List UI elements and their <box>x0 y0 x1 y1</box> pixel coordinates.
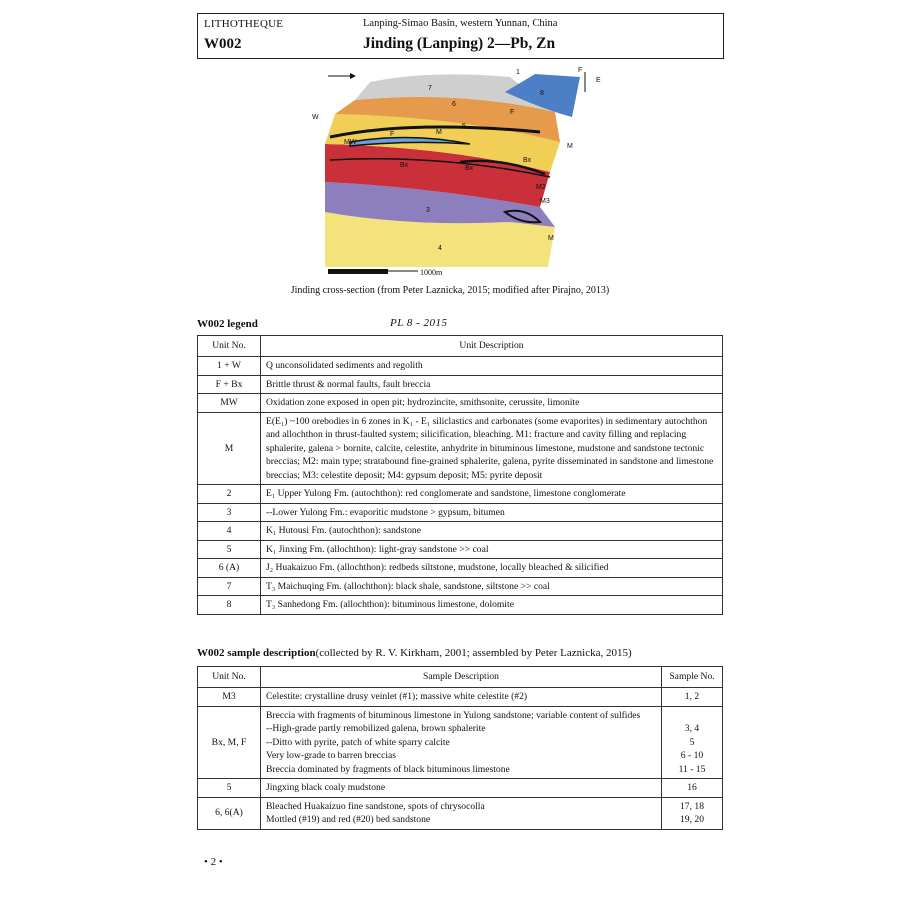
description-line: Breccia dominated by fragments of black bituminous limestone <box>266 763 510 775</box>
description-cell: Brittle thrust & normal faults, fault breccia <box>261 375 723 394</box>
table-row <box>198 485 723 504</box>
sample-number-cell <box>662 797 723 829</box>
sample-section-heading <box>197 647 632 659</box>
figure-label: F <box>510 109 515 116</box>
sample-table <box>197 666 723 830</box>
table-row <box>198 779 723 798</box>
unit-cell: 4 <box>198 522 261 541</box>
figure-label: F <box>390 131 395 138</box>
description-cell <box>261 797 662 829</box>
location-label: Lanping-Simao Basin, western Yunnan, China <box>363 18 558 29</box>
plate-code: PL 8 - 2015 <box>390 317 448 329</box>
description-line: Bleached Huakaizuo fine sandstone, spots of chrysocolla <box>266 800 485 812</box>
table-header-row <box>198 336 723 357</box>
table-row <box>198 688 723 707</box>
description-cell: --Lower Yulong Fm.: evaporitic mudstone > gypsum, bitumen <box>261 503 723 522</box>
description-cell: Jingxing black coaly mudstone <box>261 779 662 798</box>
sample-number: 3, 4 <box>684 723 700 734</box>
figure-label: 6 <box>452 101 456 108</box>
figure-label: E <box>596 77 601 84</box>
description-cell: T₃ Sanhedong Fm. (allochthon): bituminous limestone, dolomite <box>261 596 723 615</box>
unit-cell: 7 <box>198 577 261 596</box>
scale-bar <box>328 269 388 274</box>
legend-title: W002 legend <box>197 318 258 330</box>
description-cell: Q unconsolidated sediments and regolith <box>261 357 723 376</box>
figure-label: M <box>436 129 442 136</box>
unit-cell: 8 <box>198 596 261 615</box>
table-row <box>198 394 723 413</box>
column-header: Unit No. <box>198 667 261 688</box>
figure-label: M <box>567 143 573 150</box>
table-header-row <box>198 667 723 688</box>
table-row <box>198 577 723 596</box>
figure-label: MW <box>344 139 357 146</box>
description-cell: T₃ Maichuqing Fm. (allochthon): black shale, sandstone, siltstone >> coal <box>261 577 723 596</box>
legend-table <box>197 335 723 615</box>
scale-label: 1000m <box>420 268 443 277</box>
cross-section-figure <box>310 62 610 282</box>
description-cell: Oxidation zone exposed in open pit; hydrozincite, smithsonite, cerussite, limonite <box>261 394 723 413</box>
figure-caption: Jinding cross-section (from Peter Laznicka, 2015; modified after Pirajno, 2013) <box>290 285 610 296</box>
description-line: Very low-grade to barren breccias <box>266 750 396 761</box>
figure-label: 4 <box>438 245 442 252</box>
description-cell: J₂ Huakaizuo Fm. (allochthon): redbeds siltstone, mudstone, locally bleached & silicified <box>261 559 723 578</box>
table-row <box>198 706 723 779</box>
sample-number: 11 - 15 <box>678 763 706 775</box>
description-line: --Ditto with pyrite, patch of white sparry calcite <box>266 736 450 748</box>
description-cell: E₁ Upper Yulong Fm. (autochthon): red conglomerate and sandstone, limestone conglomerate <box>261 485 723 504</box>
sample-section-subtitle: (collected by R. V. Kirkham, 2001; assembled by Peter Laznicka, 2015) <box>315 647 632 659</box>
table-row <box>198 375 723 394</box>
column-header: Sample No. <box>662 667 723 688</box>
table-row <box>198 522 723 541</box>
sample-number-cell: 1, 2 <box>662 688 723 707</box>
unit-cell: 2 <box>198 485 261 504</box>
sample-number: 6 - 10 <box>680 750 704 761</box>
table-row <box>198 559 723 578</box>
column-header: Unit No. <box>198 336 261 357</box>
page-number: • 2 • <box>204 856 223 868</box>
figure-label: Bx <box>465 165 474 172</box>
unit-cell: 6 (A) <box>198 559 261 578</box>
unit-cell: 5 <box>198 540 261 559</box>
figure-label: 3 <box>426 207 430 214</box>
sample-code: W002 <box>204 36 242 52</box>
figure-label: W <box>312 114 319 121</box>
description-cell: K₁ Jinxing Fm. (allochthon): light-gray sandstone >> coal <box>261 540 723 559</box>
figure-label: M <box>548 235 554 242</box>
unit-cell: 6, 6(A) <box>198 797 261 829</box>
unit-cell: Bx, M, F <box>198 706 261 779</box>
table-row <box>198 503 723 522</box>
direction-arrow-head <box>350 73 356 79</box>
figure-label: 7 <box>428 85 432 92</box>
deposit-title: Jinding (Lanping) 2—Pb, Zn <box>363 35 556 52</box>
description-cell: E(E₁) ~100 orebodies in 6 zones in K₁ - E₁ siliclastics and carbonates (some evaporites) in sedimentary autochthon and allochthon in thrust-faulted system; silicification, bleaching. M1: fracture and cavity filling and replacing sphalerite, galena > bornite, calcite, celestite, anhydrite in bituminous limestone, mudstone and sandstone tectonic breccias; M2: main type; stratabound fine-grained sphalerite, galena, pyrite disseminated in sandstone and limestone breccias; M3: celestite deposit; M4: gypsum deposit; M5: pyrite deposit <box>261 412 723 485</box>
description-line: Mottled (#19) and red (#20) bed sandstone <box>266 814 431 825</box>
table-row <box>198 540 723 559</box>
sample-number: 5 <box>689 736 695 748</box>
figure-label: 5 <box>462 123 466 130</box>
figure-label: 1 <box>516 69 520 76</box>
column-header: Unit Description <box>261 336 723 357</box>
figure-label: Bx <box>400 162 409 169</box>
figure-label: F <box>578 67 583 74</box>
figure-label: Bx <box>523 157 532 164</box>
unit-cell: MW <box>198 394 261 413</box>
sample-number-cell <box>662 706 723 779</box>
table-row <box>198 357 723 376</box>
unit-cell: 3 <box>198 503 261 522</box>
unit-cell: M3 <box>198 688 261 707</box>
description-line: Breccia with fragments of bituminous limestone in Yulong sandstone; variable content of sulfides <box>266 709 641 721</box>
table-row <box>198 797 723 829</box>
table-row <box>198 596 723 615</box>
series-label: LITHOTHEQUE <box>204 18 284 30</box>
description-line: --High-grade partly remobilized galena, brown sphalerite <box>266 723 486 734</box>
unit-cell: 5 <box>198 779 261 798</box>
unit-cell: M <box>198 412 261 485</box>
unit-cell: 1 + W <box>198 357 261 376</box>
sample-number-cell: 16 <box>662 779 723 798</box>
table-row <box>198 412 723 485</box>
unit-cell: F + Bx <box>198 375 261 394</box>
column-header: Sample Description <box>261 667 662 688</box>
figure-label: 8 <box>540 90 544 97</box>
header-box <box>197 13 724 59</box>
description-cell: K₁ Hutousi Fm. (autochthon): sandstone <box>261 522 723 541</box>
figure-label: M2 <box>536 184 546 191</box>
description-cell: Celestite: crystalline drusy veinlet (#1); massive white celestite (#2) <box>261 688 662 707</box>
description-cell <box>261 706 662 779</box>
sample-number: 17, 18 <box>680 800 704 812</box>
sample-number: 19, 20 <box>680 814 704 825</box>
sample-section-title: W002 sample description <box>197 647 316 659</box>
figure-label: M3 <box>540 198 550 205</box>
